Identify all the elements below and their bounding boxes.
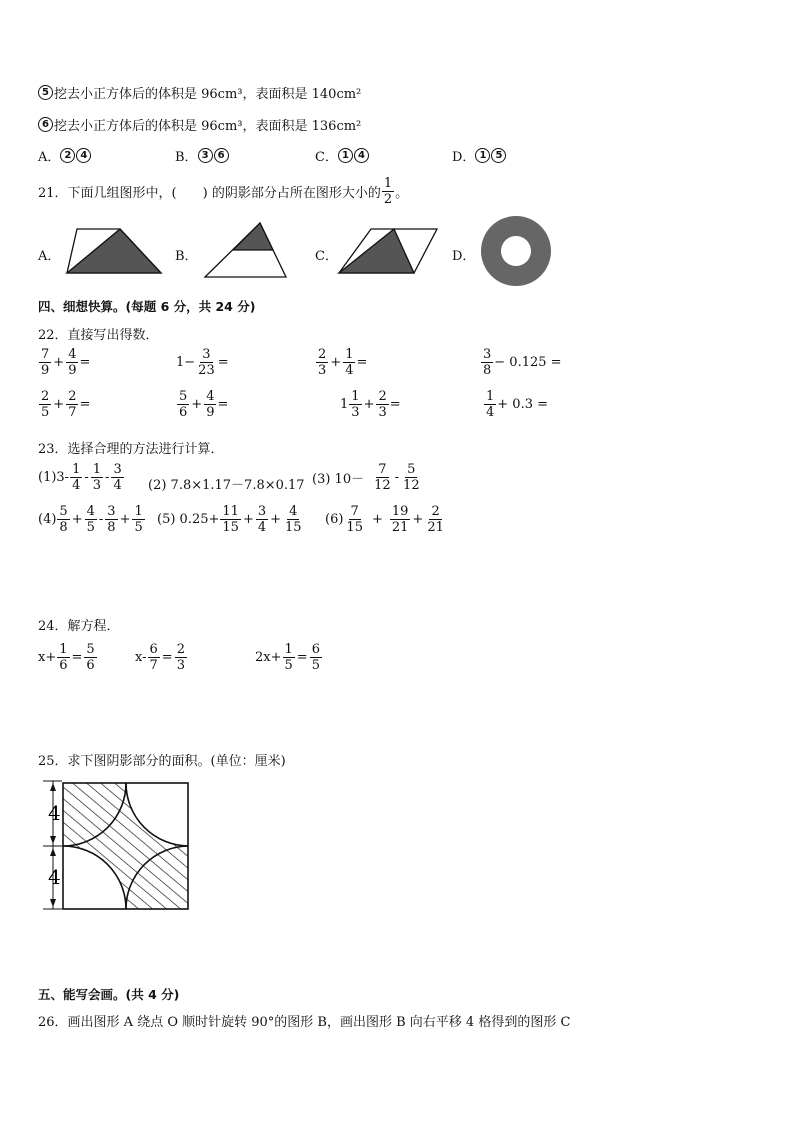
figure-label-c: C． bbox=[315, 249, 338, 264]
fraction: $\frac{1}{2}$ bbox=[383, 176, 393, 207]
circled-number: 3 bbox=[198, 148, 213, 163]
q22-item[interactable]: $\frac{7}{9}$ + $\frac{4}{9}$ = bbox=[41, 347, 91, 378]
circled-number: 4 bbox=[76, 148, 91, 163]
q21-text: 21．下面几组图形中，( ) 的阴影部分占所在图形大小的 bbox=[38, 186, 381, 201]
q26-text: 26．画出图形 A 绕点 O 顺时针旋转 90°的图形 B，画出图形 B 向右平移 4 格得到的图形 C bbox=[38, 1015, 571, 1030]
figure-label-b: B． bbox=[175, 249, 198, 264]
q23-problem-1[interactable]: (1)3- $\frac{1}{4}$ - $\frac{1}{3}$ - $\frac{3}{4}$ bbox=[38, 462, 122, 493]
q22-item[interactable]: $\frac{2}{3}$ + $\frac{1}{4}$ = bbox=[318, 347, 368, 378]
q24-title: 24．解方程． bbox=[38, 619, 120, 634]
circled-number: 1 bbox=[338, 148, 353, 163]
q23-title: 23．选择合理的方法进行计算． bbox=[38, 442, 224, 457]
dimension-label-bottom: 4 bbox=[48, 865, 61, 889]
equation-3[interactable]: 2x+ $\frac{1}{5}$ = $\frac{6}{5}$ bbox=[255, 642, 320, 673]
q21-stem: 21．下面几组图形中，( ) 的阴影部分占所在图形大小的 $\frac{1}{2}$ 。 bbox=[38, 176, 409, 207]
q23-problem-4[interactable]: (4) $\frac{5}{8}$ + $\frac{4}{5}$ - $\frac{3}{8}$ + $\frac{1}{5}$ bbox=[38, 504, 143, 535]
q23-problem-3[interactable]: (3) 10－ $\frac{7}{12}$ - $\frac{5}{12}$ bbox=[312, 462, 420, 493]
q25-title: 25．求下图阴影部分的面积。(单位：厘米) bbox=[38, 754, 286, 769]
dimension-label-top: 4 bbox=[48, 801, 61, 825]
option-6 bbox=[38, 115, 361, 134]
option-5 bbox=[38, 83, 361, 102]
choice-letter: D． bbox=[452, 150, 476, 165]
q22-item[interactable]: $\frac{3}{8}$ − 0.125 = bbox=[483, 347, 562, 378]
q23-problem-5[interactable]: (5) 0.25+ $\frac{11}{15}$ + $\frac{3}{4}$ + $\frac{4}{15}$ bbox=[157, 504, 302, 535]
choice-a[interactable] bbox=[38, 146, 92, 165]
section-5-heading: 五、能写会画。(共 4 分) bbox=[38, 987, 180, 1002]
q23-problem-2[interactable]: (2) 7.8×1.17－7.8×0.17 bbox=[148, 478, 305, 493]
circled-number: 6 bbox=[214, 148, 229, 163]
q22-item[interactable]: $\frac{2}{5}$ + $\frac{2}{7}$ = bbox=[41, 389, 91, 420]
choice-c[interactable] bbox=[315, 146, 370, 165]
equation-2[interactable]: x- $\frac{6}{7}$ = $\frac{2}{3}$ bbox=[135, 642, 185, 673]
q22-item[interactable]: $\frac{1}{4}$ + 0.3 = bbox=[486, 389, 549, 420]
choice-letter: A． bbox=[38, 150, 61, 165]
circled-number: 4 bbox=[354, 148, 369, 163]
circled-number: 2 bbox=[60, 148, 75, 163]
circled-number: 6 bbox=[38, 117, 53, 132]
figure-label-d: D． bbox=[452, 249, 476, 264]
figure-c-parallelogram[interactable] bbox=[336, 226, 440, 276]
circled-number: 5 bbox=[491, 148, 506, 163]
circled-number: 1 bbox=[475, 148, 490, 163]
choice-letter: C． bbox=[315, 150, 338, 165]
figure-a-trapezoid[interactable] bbox=[64, 226, 164, 276]
figure-label-a: A． bbox=[38, 249, 61, 264]
choice-d[interactable] bbox=[452, 146, 507, 165]
option-text: 挖去小正方体后的体积是 96cm³，表面积是 140cm² bbox=[54, 87, 362, 102]
option-text: 挖去小正方体后的体积是 96cm³，表面积是 136cm² bbox=[54, 119, 362, 134]
figure-b-triangle[interactable] bbox=[202, 221, 292, 279]
shaded-area-figure[interactable] bbox=[38, 778, 193, 913]
q23-problem-6[interactable]: (6) $\frac{7}{15}$ + $\frac{19}{21}$ + $\frac{2}{21}$ bbox=[325, 504, 444, 535]
choice-b[interactable] bbox=[175, 146, 230, 165]
section-4-heading: 四、细想快算。(每题 6 分，共 24 分) bbox=[38, 299, 256, 314]
figure-d-ring[interactable] bbox=[478, 215, 554, 287]
q22-item[interactable]: $\frac{5}{6}$ + $\frac{4}{9}$ = bbox=[179, 389, 229, 420]
q22-item[interactable]: 1 $\frac{1}{3}$ + $\frac{2}{3}$ = bbox=[340, 389, 401, 420]
choice-letter: B． bbox=[175, 150, 198, 165]
circled-number: 5 bbox=[38, 85, 53, 100]
q22-item[interactable]: 1− $\frac{3}{23}$ = bbox=[176, 347, 229, 378]
q22-title: 22．直接写出得数． bbox=[38, 328, 159, 343]
equation-1[interactable]: x+ $\frac{1}{6}$ = $\frac{5}{6}$ bbox=[38, 642, 95, 673]
